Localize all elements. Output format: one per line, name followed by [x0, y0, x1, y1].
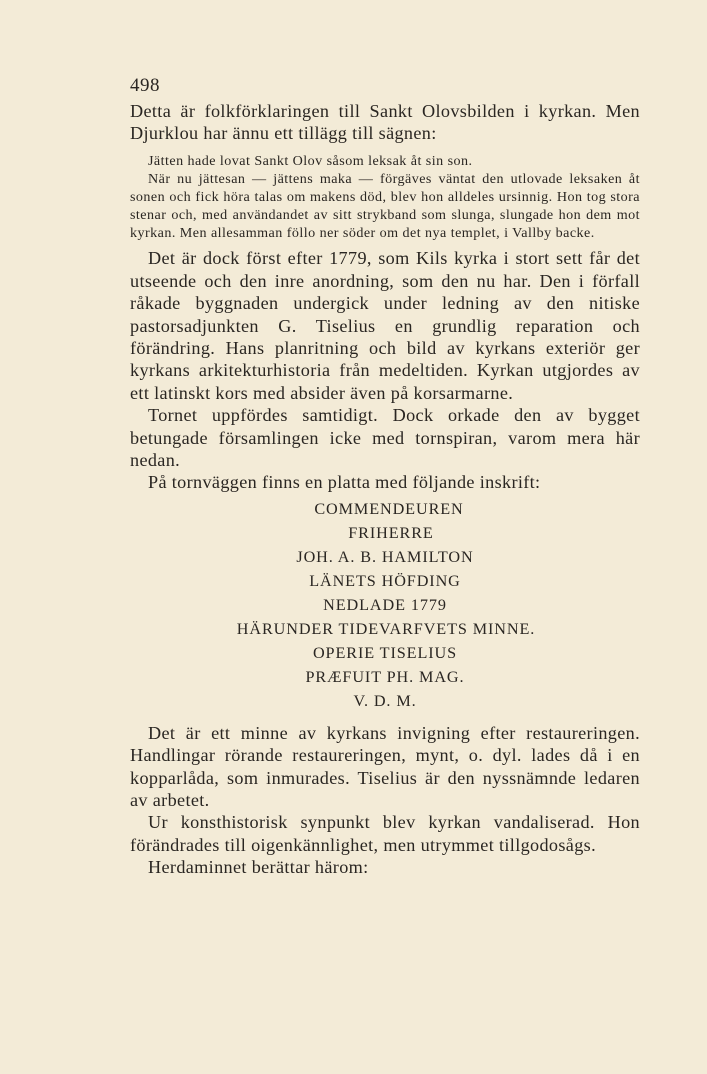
quote-line-1: Jätten hade lovat Sankt Olov såsom leksak åt sin son. — [148, 152, 473, 169]
quoted-legend — [130, 152, 640, 242]
inscription-line: JOH. A. B. HAMILTON — [296, 547, 474, 566]
inscription-line: LÄNETS HÖFDING — [309, 571, 461, 590]
page-content — [130, 74, 640, 879]
paragraph-intro: Detta är folkförklaringen till Sankt Olovsbilden i kyrkan. Men Djurklou har ännu ett tillägg till sägnen: — [130, 101, 640, 144]
inscription-line: OPERIE TISELIUS — [312, 643, 458, 662]
inscription-line: HÄRUNDER TIDEVARFVETS MINNE. — [236, 619, 536, 638]
paragraph-memorial: Det är ett minne av kyrkans invigning efter restaureringen. Handlingar rörande restaureringen, mynt, o. dyl. lades då i en kopparlåda, som inmurades. Tiselius är den nyssnämnde ledaren av arbetet. — [130, 722, 640, 810]
inscription-line: PRÆFUIT PH. MAG. — [305, 667, 465, 686]
quote-paragraph-2: När nu jättesan — jättens maka — förgäves väntat den utlovade leksaken åt sonen och fick höra talas om makens död, blev hon alldeles ursinnig. Hon tog stora stenar och, med användandet av sitt strykband som slunga, slungade hon dem mot kyrkan. Men allesamman föllo ner söder om det nya templet, i Vallby backe. — [130, 170, 640, 242]
paragraph-vandalised: Ur konsthistorisk synpunkt blev kyrkan vandaliserad. Hon förändrades till oigenkännlighet, men utrymmet tillgodosågs. — [130, 812, 640, 855]
paragraph-herdaminnet: Herdaminnet berättar härom: — [148, 857, 369, 878]
inscription-line: V. D. M. — [353, 691, 417, 710]
inscription-line: NEDLADE 1779 — [323, 595, 447, 614]
inscription-line: FRIHERRE — [348, 523, 434, 542]
paragraph-restoration: Det är dock först efter 1779, som Kils kyrka i stort sett får det utseende och den inre anordning, som den nu har. Den i förfall råkade byggnaden undergick under ledning av den nitiske pastorsadjunkten G. Tiselius en grundlig reparation och förändring. Hans planritning och bild av kyrkans exteriör ger kyrkans arkitekturhistoria från medeltiden. Kyrkan utgjordes av ett latinskt kors med absider även på korsarmarne. — [130, 248, 640, 403]
inscription-line: COMMENDEUREN — [314, 499, 464, 518]
plaque-inscription — [130, 497, 640, 713]
page-number: 498 — [130, 75, 160, 96]
paragraph-tower: Tornet uppfördes samtidigt. Dock orkade den av bygget betungade församlingen icke med tornspiran, varom mera här nedan. — [130, 405, 640, 470]
paragraph-plaque-intro: På tornväggen finns en platta med följande inskrift: — [148, 472, 541, 493]
